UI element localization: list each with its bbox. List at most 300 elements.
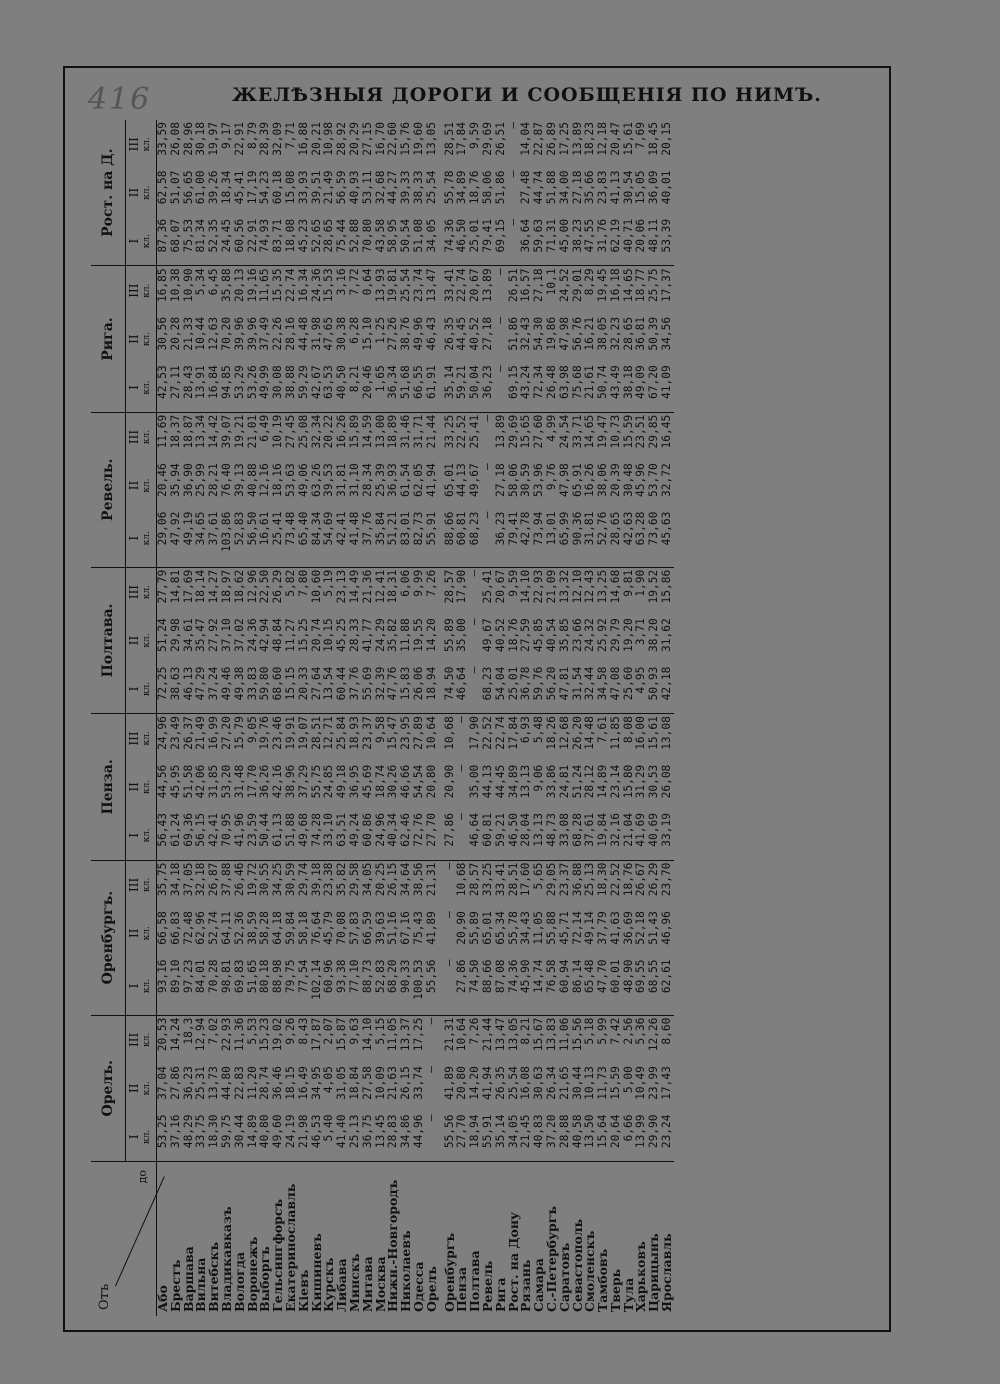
- fare-value: 15,23: [258, 1017, 272, 1052]
- fare-value: 98,81: [221, 957, 234, 1015]
- fare-value: 8,21: [349, 363, 362, 412]
- fare-value: 22,60: [386, 122, 400, 156]
- class-abbrev: кл.: [142, 978, 152, 994]
- fare-value: 18,93: [347, 716, 361, 750]
- fare-value: 59,63: [533, 217, 546, 266]
- fare-value: 59,76: [533, 665, 546, 714]
- class-abbrev: кл.: [142, 380, 152, 395]
- table-row: [234, 120, 247, 1316]
- fare-value: 22,93: [532, 569, 546, 604]
- fare-value: 55,56: [426, 957, 439, 1015]
- fare-value: 32,39: [375, 665, 388, 714]
- fare-value: 24,19: [285, 1112, 298, 1161]
- fare-value: 29,69: [506, 414, 520, 449]
- fare-value: 17,90: [468, 716, 482, 750]
- fare-value: 16,00: [634, 716, 648, 750]
- fare-value: 53,63: [283, 463, 297, 497]
- city-header: Оренбургъ.: [91, 860, 126, 1015]
- table-row: [495, 120, 508, 1316]
- fare-value: 48,90: [623, 957, 636, 1015]
- fare-value: 26,46: [232, 862, 246, 897]
- fare-value: 15,79: [232, 716, 246, 750]
- fare-value: 25,13: [349, 1112, 362, 1161]
- station-name: Рязань: [520, 1162, 533, 1317]
- fare-value: 75,68: [572, 363, 585, 412]
- fare-value: 38,96: [283, 764, 297, 799]
- fare-value: 26,15: [386, 862, 400, 897]
- fare-value: 75,53: [183, 217, 196, 266]
- class-number: II: [127, 928, 141, 939]
- fare-value: 97,23: [183, 957, 196, 1015]
- fare-value: 40,54: [544, 618, 558, 652]
- fare-value: 10,64: [424, 716, 438, 750]
- fare-value: 81,34: [195, 217, 208, 266]
- fare-value: 17,60: [519, 862, 533, 897]
- fare-value: 36,69: [621, 911, 635, 945]
- fare-value: 14,81: [168, 569, 182, 604]
- fare-value: 25,13: [583, 862, 597, 897]
- fare-value: 5,65: [532, 862, 546, 890]
- fare-value: 48,29: [183, 1112, 196, 1161]
- fare-value: 24,96: [156, 716, 169, 750]
- fare-value: 21,45: [520, 1112, 533, 1161]
- fare-value: 33,83: [247, 665, 260, 714]
- fare-value: 46,53: [311, 1112, 324, 1161]
- class-number: II: [127, 334, 141, 344]
- station-name: Москва: [375, 1162, 388, 1317]
- fare-value: 19,20: [621, 618, 635, 652]
- fare-value: 29,05: [544, 862, 558, 897]
- fare-value: 18,26: [544, 716, 558, 750]
- fare-value: 19,16: [245, 268, 259, 303]
- table-row: [285, 120, 298, 1316]
- fare-value: 5,53: [245, 1017, 259, 1045]
- fare-value: 21,63: [386, 1066, 400, 1100]
- fare-value: 49,09: [635, 363, 648, 412]
- table-row: [413, 120, 426, 1316]
- fare-value: 23,83: [596, 170, 610, 205]
- fare-value: 22,50: [258, 569, 272, 604]
- page-number: 416: [88, 82, 152, 117]
- fare-value: 24,52: [557, 268, 571, 303]
- fare-value: 17,19: [245, 170, 259, 205]
- fare-value: 10,73: [608, 414, 622, 449]
- fare-value: 22,91: [247, 217, 260, 266]
- fare-value: 54,69: [323, 510, 336, 568]
- fare-value: 31,85: [207, 764, 221, 799]
- fare-value: 13,13: [533, 811, 546, 860]
- fare-value: 40,34: [387, 811, 400, 860]
- fare-value: 19,86: [544, 316, 558, 351]
- fare-value: 27,92: [207, 618, 221, 652]
- fare-value: 49,38: [234, 665, 247, 714]
- fare-value: 15,76: [399, 122, 413, 156]
- fare-value: 19,97: [207, 122, 221, 156]
- fare-value: 35,75: [156, 862, 169, 897]
- class-abbrev: кл.: [142, 633, 152, 648]
- fare-value: 31,46: [399, 414, 413, 449]
- fare-value: 27,11: [170, 363, 183, 412]
- fare-value: 8,21: [519, 1017, 533, 1045]
- fare-value: 44,56: [156, 764, 169, 799]
- fare-value: 9,26: [283, 1017, 297, 1045]
- fare-value: 53,25: [157, 1112, 170, 1161]
- fare-value: —: [468, 569, 482, 577]
- fare-value: 33,74: [411, 1066, 425, 1100]
- class-header: [126, 567, 157, 616]
- fare-value: 23,99: [647, 1066, 661, 1100]
- fare-value: 56,20: [546, 665, 559, 714]
- fare-value: 36,23: [482, 363, 495, 412]
- fare-value: 33,41: [442, 268, 456, 303]
- fare-value: 55,89: [468, 911, 482, 945]
- fare-value: 51,88: [544, 170, 558, 205]
- fare-value: 40,01: [660, 170, 674, 205]
- fare-value: 52,74: [207, 911, 221, 945]
- fare-value: 19,91: [283, 716, 297, 750]
- fare-value: 103,86: [221, 510, 234, 568]
- fare-value: 17,84: [455, 122, 469, 156]
- fare-value: 51,08: [413, 217, 426, 266]
- fare-value: 16,88: [296, 122, 310, 156]
- fare-value: 45,95: [168, 764, 182, 799]
- fare-value: 63,28: [635, 510, 648, 568]
- fare-value: 88,98: [272, 957, 285, 1015]
- fare-value: 59,80: [259, 665, 272, 714]
- fare-value: 68,07: [170, 217, 183, 266]
- fare-value: 65,34: [493, 911, 507, 945]
- fare-value: 14,42: [207, 414, 221, 449]
- fare-value: 13,73: [207, 1066, 221, 1100]
- fare-value: 8,43: [296, 1017, 310, 1045]
- fare-value: 14,48: [583, 716, 597, 750]
- fare-value: 25,41: [272, 510, 285, 568]
- fare-value: —: [442, 911, 456, 918]
- fare-value: 27,59: [519, 618, 533, 652]
- station-name: Либава: [336, 1162, 349, 1317]
- fare-value: 22,26: [271, 316, 285, 351]
- fare-value: 11,36: [232, 1017, 246, 1052]
- fare-value: 73,94: [533, 510, 546, 568]
- fare-value: 73,48: [285, 510, 298, 568]
- fare-value: 13,54: [323, 665, 336, 714]
- fare-value: 65,48: [584, 957, 597, 1015]
- fare-value: 26,51: [493, 122, 507, 156]
- fare-value: 56,59: [335, 170, 349, 205]
- fare-value: 47,08: [610, 665, 623, 714]
- fare-value: 35,84: [375, 510, 388, 568]
- fare-value: 88,73: [362, 957, 375, 1015]
- fare-table: [91, 120, 674, 1316]
- fare-value: 5,40: [323, 1112, 336, 1161]
- class-number: II: [127, 1083, 141, 1094]
- fare-value: 21,49: [194, 716, 208, 750]
- fare-value: 9,17: [219, 122, 233, 149]
- fare-value: 5,99: [596, 1017, 610, 1045]
- fare-value: 10,19: [271, 414, 285, 449]
- fare-value: 14,59: [360, 414, 374, 449]
- fare-value: 53,20: [219, 764, 233, 799]
- fare-value: 13,99: [635, 1112, 648, 1161]
- fare-value: 87,36: [157, 217, 170, 266]
- fare-value: 62,61: [661, 957, 674, 1015]
- fare-value: 21,44: [424, 414, 438, 449]
- fare-value: 38,59: [245, 911, 259, 945]
- fare-value: 13,32: [557, 569, 571, 604]
- fare-value: 18,77: [634, 268, 648, 303]
- city-header: Рига.: [91, 266, 126, 412]
- fare-value: 27,18: [570, 170, 584, 205]
- fare-value: 54,23: [258, 170, 272, 205]
- fare-value: 70,28: [208, 957, 221, 1015]
- fare-value: 18,14: [194, 569, 208, 604]
- fare-value: —: [506, 122, 520, 129]
- fare-value: 12,68: [557, 716, 571, 750]
- fare-value: 66,58: [156, 911, 169, 945]
- fare-value: 55,78: [506, 911, 520, 945]
- fare-value: 65,01: [442, 463, 456, 497]
- fare-value: 76,64: [309, 911, 323, 945]
- fare-value: 23,13: [335, 569, 349, 604]
- fare-value: 16,08: [519, 1066, 533, 1100]
- fare-value: 52,88: [349, 217, 362, 266]
- fare-value: 25,99: [194, 463, 208, 497]
- fare-value: 30,26: [386, 764, 400, 799]
- class-abbrev: кл.: [142, 531, 152, 546]
- fare-value: 4,99: [544, 414, 558, 442]
- fare-value: 9,58: [373, 716, 387, 744]
- fare-value: 66,59: [360, 911, 374, 945]
- fare-value: 20,67: [493, 569, 507, 604]
- fare-value: 55,88: [544, 911, 558, 945]
- fare-value: 20,33: [298, 665, 311, 714]
- fare-value: 19,55: [411, 618, 425, 652]
- fare-value: 62,96: [194, 911, 208, 945]
- fare-value: 80,18: [259, 957, 272, 1015]
- fare-value: 25,54: [399, 268, 413, 303]
- fare-value: 42,41: [208, 811, 221, 860]
- fare-value: 24,36: [245, 618, 259, 652]
- fare-value: 26,37: [181, 716, 195, 750]
- fare-value: 3,71: [634, 618, 648, 646]
- fare-value: 11,05: [532, 911, 546, 945]
- fare-value: 23,70: [660, 862, 674, 897]
- fare-value: 60,81: [482, 811, 495, 860]
- fare-value: 51,24: [156, 618, 169, 652]
- class-abbrev: кл.: [142, 1129, 152, 1144]
- fare-value: 72,76: [413, 811, 426, 860]
- fare-value: 34,18: [168, 862, 182, 897]
- fare-value: 45,00: [559, 217, 572, 266]
- class-abbrev: кл.: [142, 283, 152, 298]
- fare-value: 44,13: [455, 463, 469, 497]
- fare-value: 11,88: [399, 618, 413, 652]
- fare-value: 53,96: [532, 463, 546, 497]
- fare-value: 41,77: [360, 618, 374, 652]
- fare-value: 68,60: [272, 665, 285, 714]
- fare-value: 18,15: [283, 1066, 297, 1100]
- fare-value: 14,89: [596, 764, 610, 799]
- fare-value: 52,76: [597, 510, 610, 568]
- fare-value: 36,34: [387, 363, 400, 412]
- fare-value: 42,41: [336, 510, 349, 568]
- fare-value: 93,16: [157, 957, 170, 1015]
- fare-value: 61,54: [399, 463, 413, 497]
- fare-value: 47,29: [195, 665, 208, 714]
- fare-value: 52,65: [311, 217, 324, 266]
- fare-value: 9,59: [468, 122, 482, 149]
- fare-value: 35,66: [583, 170, 597, 205]
- fare-value: 39,53: [322, 463, 336, 497]
- fare-value: 36,09: [647, 170, 661, 205]
- fare-value: 19,02: [271, 1017, 285, 1052]
- fare-value: 42,16: [271, 764, 285, 799]
- station-name: Рига: [495, 1162, 508, 1317]
- fare-value: 89,10: [170, 957, 183, 1015]
- fare-value: 24,85: [322, 764, 336, 799]
- fare-value: 25,41: [468, 414, 482, 449]
- fare-value: 38,20: [647, 618, 661, 652]
- fare-value: 35,14: [439, 363, 457, 412]
- fare-value: 34,25: [271, 862, 285, 897]
- fare-value: 42,53: [157, 363, 170, 412]
- fare-value: 41,13: [608, 170, 622, 205]
- fare-value: 23,49: [168, 716, 182, 750]
- fare-value: 31,81: [335, 463, 349, 497]
- fare-value: —: [493, 316, 507, 324]
- fare-value: 42,94: [258, 618, 272, 652]
- station-name: Воронежъ: [247, 1162, 260, 1317]
- fare-value: 6,28: [347, 316, 361, 344]
- fare-value: 54,04: [495, 665, 508, 714]
- fare-value: 49,14: [583, 911, 597, 945]
- fare-value: 27,86: [456, 957, 469, 1015]
- fare-value: 22,52: [608, 862, 622, 897]
- fare-value: 31,05: [335, 1066, 349, 1100]
- fare-value: —: [442, 862, 456, 870]
- class-header-row: [126, 120, 157, 1316]
- fare-value: 52,35: [208, 217, 221, 266]
- fare-value: 30,59: [519, 463, 533, 497]
- fare-value: 63,26: [309, 463, 323, 497]
- fare-value: —: [426, 1112, 439, 1161]
- fare-value: 102,14: [311, 957, 324, 1015]
- fare-value: 16,57: [519, 268, 533, 303]
- fare-value: 28,92: [335, 122, 349, 156]
- fare-value: 33,08: [559, 811, 572, 860]
- fare-value: 27,89: [411, 716, 425, 750]
- fare-value: 41,09: [661, 363, 674, 412]
- fare-value: 13,25: [596, 569, 610, 604]
- fare-value: 64,11: [219, 911, 233, 945]
- fare-value: 24,32: [583, 618, 597, 652]
- station-name: Полтава: [469, 1162, 482, 1317]
- fare-value: 72,14: [570, 911, 584, 945]
- class-header: [126, 909, 157, 957]
- table-row: [533, 120, 546, 1316]
- fare-value: 41,63: [608, 911, 622, 945]
- fare-value: 28,51: [442, 122, 456, 156]
- station-name: Пенза: [456, 1162, 469, 1317]
- station-name: Курскъ: [323, 1162, 336, 1317]
- fare-value: 10,15: [322, 618, 336, 652]
- fare-value: 18,23: [583, 122, 597, 156]
- fare-value: 37,76: [362, 510, 375, 568]
- fare-value: 38,88: [285, 363, 298, 412]
- fare-value: 38,56: [411, 862, 425, 897]
- fare-value: 51,88: [285, 811, 298, 860]
- fare-value: 84,01: [195, 957, 208, 1015]
- fare-value: 56,15: [195, 811, 208, 860]
- fare-value: 34,00: [557, 170, 571, 205]
- fare-value: 33,75: [195, 1112, 208, 1161]
- fare-value: 21,44: [480, 1017, 494, 1052]
- fare-value: 16,26: [583, 463, 597, 497]
- fare-value: 31,10: [347, 463, 361, 497]
- fare-value: 37,76: [349, 665, 362, 714]
- fare-value: 10,68: [442, 716, 456, 750]
- class-number: II: [127, 782, 141, 792]
- city-header: Ревель.: [91, 412, 126, 567]
- fare-value: 38,63: [170, 665, 183, 714]
- fare-value: 25,41: [480, 569, 494, 604]
- fare-table-area: [91, 120, 863, 1316]
- fare-value: 49,67: [468, 463, 482, 497]
- fare-value: 27,79: [156, 569, 169, 604]
- fare-value: 25,54: [506, 1066, 520, 1100]
- fare-value: 37,24: [208, 665, 221, 714]
- fare-value: 31,62: [660, 618, 674, 652]
- fare-value: 65,91: [570, 463, 584, 497]
- fare-value: 47,98: [557, 463, 571, 497]
- fare-value: 29,90: [648, 1112, 661, 1161]
- fare-value: 20,25: [373, 862, 387, 897]
- fare-value: 41,89: [442, 1066, 456, 1100]
- fare-value: 15,59: [608, 1066, 622, 1100]
- fare-value: 29,79: [608, 618, 622, 652]
- fare-value: 7,26: [468, 1017, 482, 1045]
- fare-value: 61,00: [194, 170, 208, 205]
- fare-value: 39,51: [309, 170, 323, 205]
- fare-value: 28,74: [258, 1066, 272, 1100]
- fare-value: 34,56: [660, 316, 674, 351]
- class-abbrev: кл.: [142, 877, 152, 892]
- fare-value: 13,50: [584, 1112, 597, 1161]
- fare-value: 32,34: [309, 414, 323, 449]
- fare-value: 20,29: [347, 122, 361, 156]
- fare-value: 47,55: [584, 217, 597, 266]
- class-number: I: [127, 238, 141, 244]
- fare-value: 49,67: [480, 618, 494, 652]
- fare-value: 26,06: [413, 665, 426, 714]
- fare-value: 24,54: [557, 414, 571, 449]
- fare-value: 60,81: [456, 510, 469, 568]
- fare-value: 20,06: [635, 217, 648, 266]
- fare-value: 16,18: [608, 268, 622, 303]
- fare-value: 36,93: [386, 463, 400, 497]
- fare-value: 15,89: [347, 414, 361, 449]
- fare-value: 72,34: [533, 363, 546, 412]
- fare-value: 69,55: [635, 957, 648, 1015]
- fare-value: 41,94: [480, 1066, 494, 1100]
- fare-value: 27,86: [168, 1066, 182, 1100]
- fare-value: 14,68: [608, 569, 622, 604]
- fare-value: 21,31: [424, 862, 438, 897]
- fare-value: 41,40: [336, 1112, 349, 1161]
- fare-value: 18,97: [219, 569, 233, 604]
- station-name: Харьковъ: [635, 1162, 648, 1317]
- table-row: [661, 120, 674, 1316]
